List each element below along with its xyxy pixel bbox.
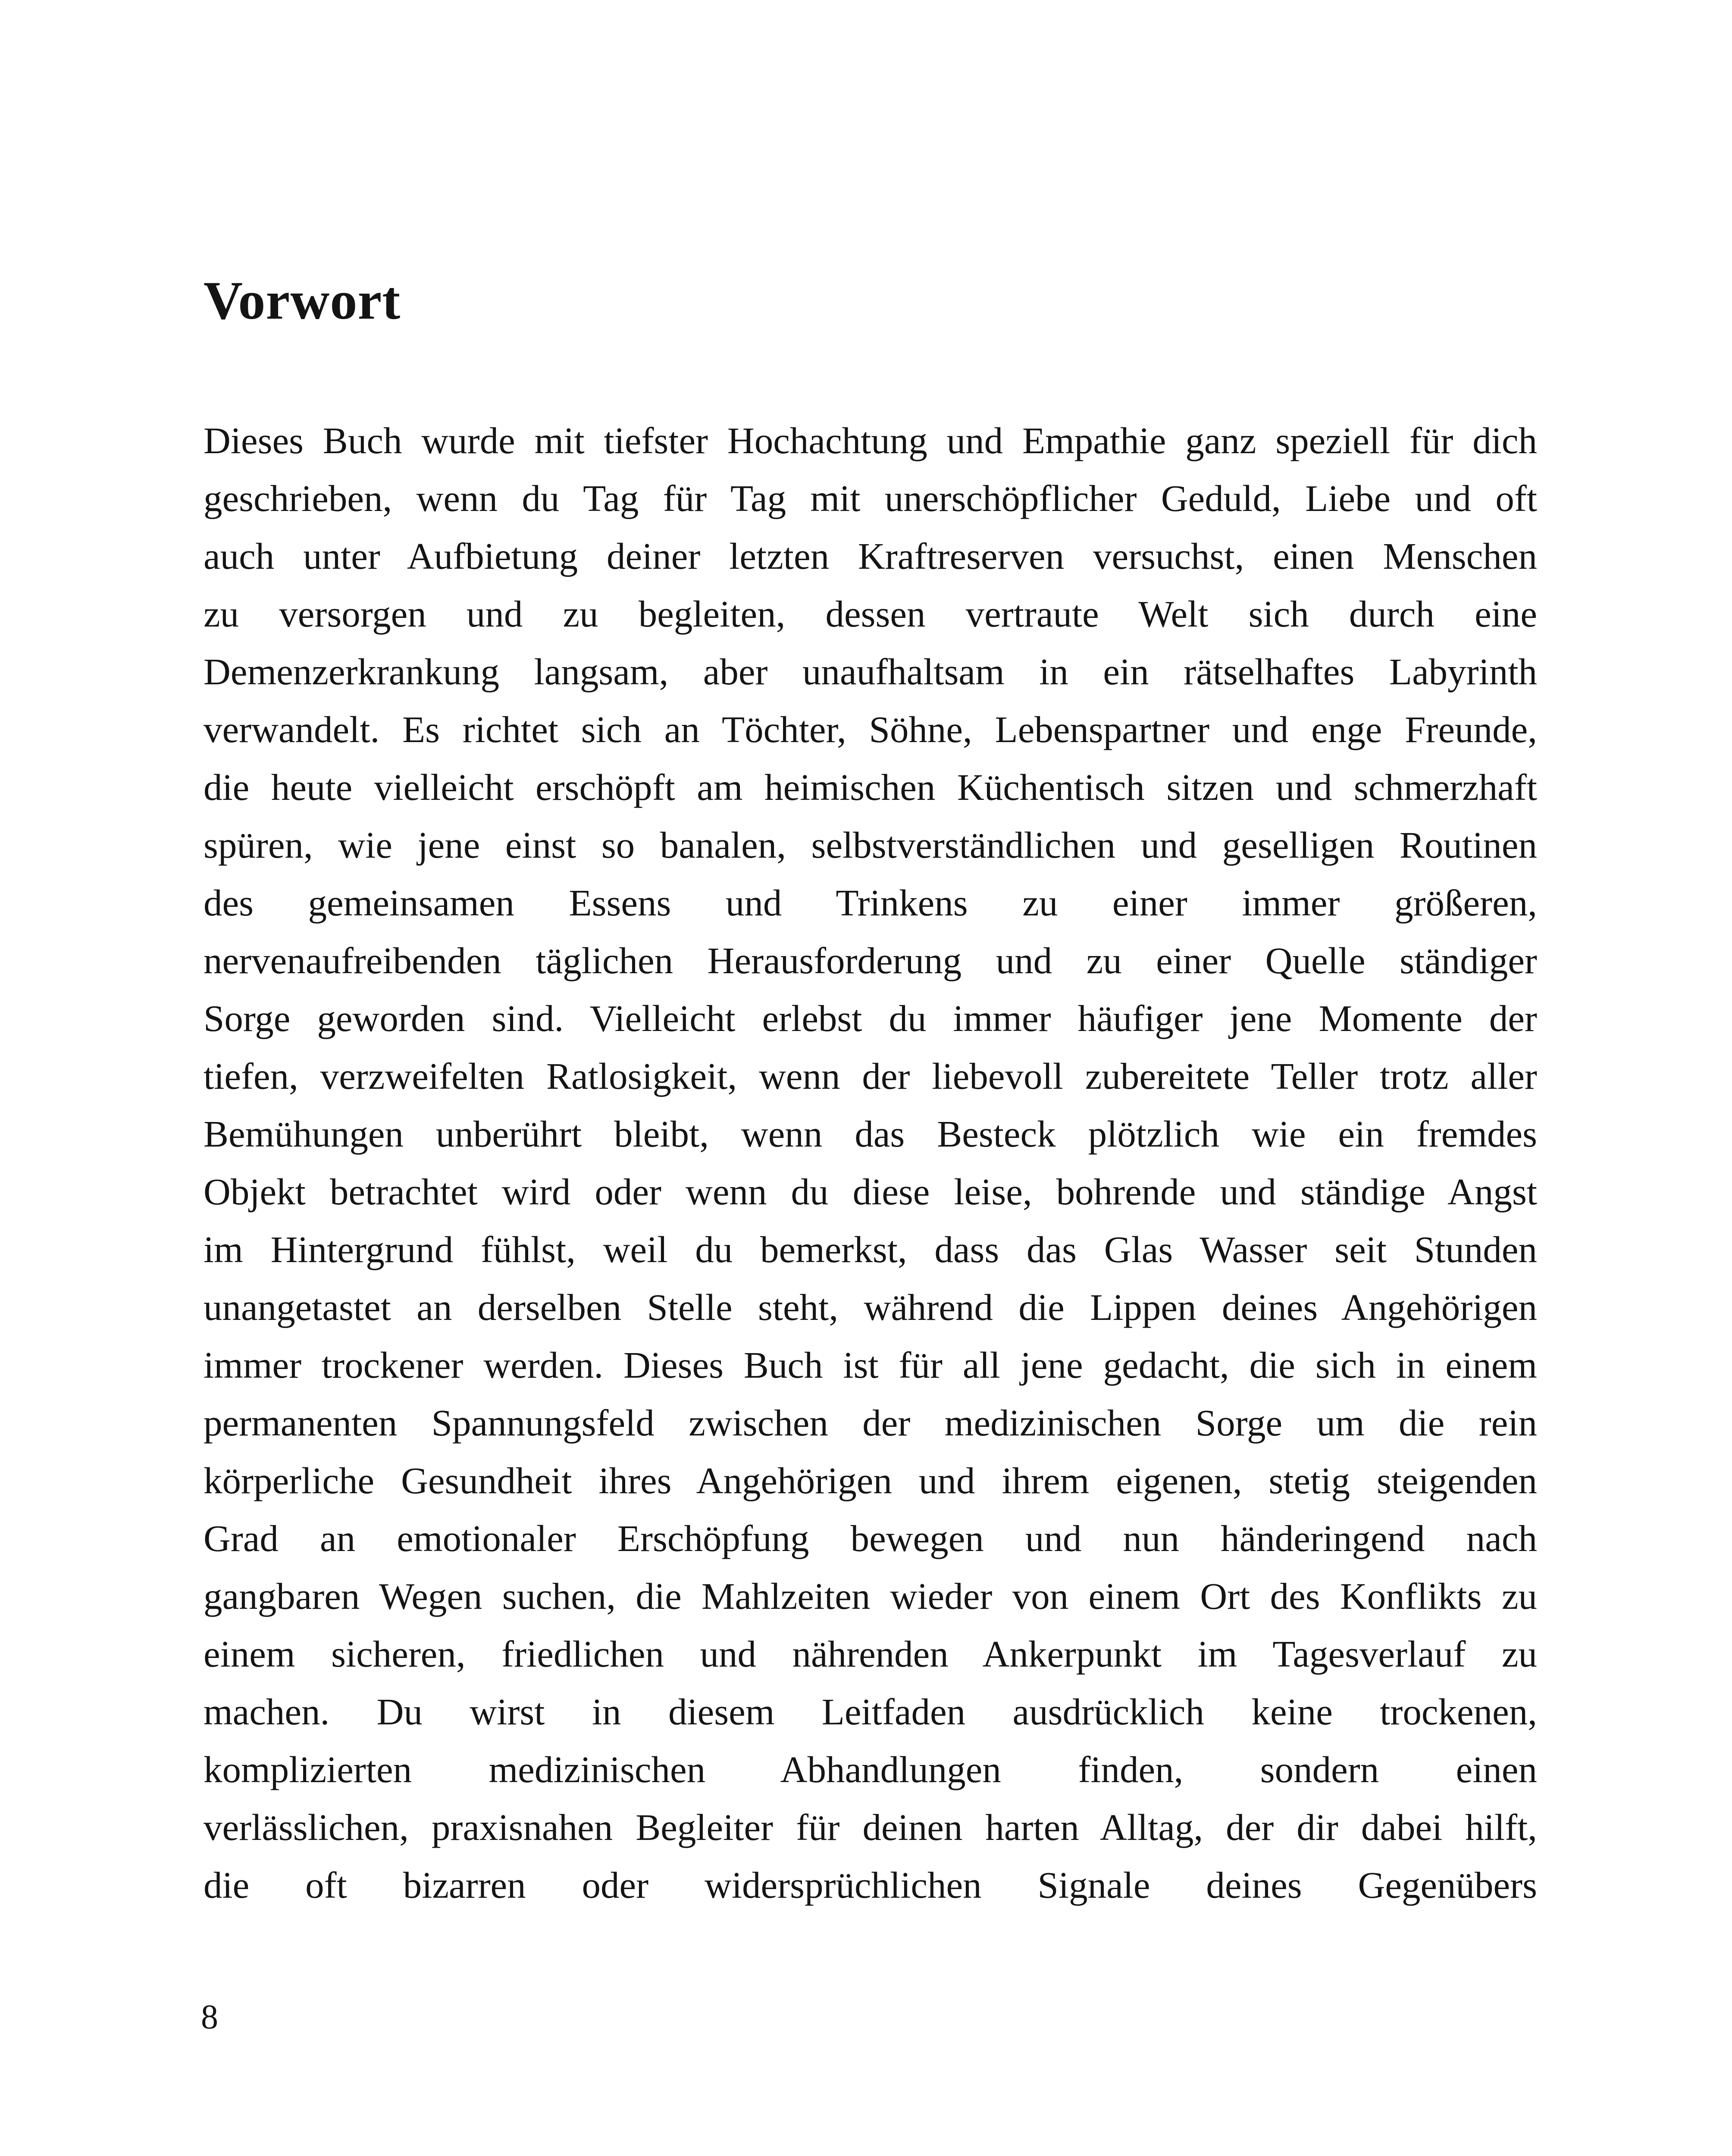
text-line: Demenzerkrankung langsam, aber unaufhaltsam in ein rätselhaftes Labyrinth (204, 651, 1537, 693)
text-line: körperliche Gesundheit ihres Angehörigen und ihrem eigenen, stetig steigenden (204, 1460, 1537, 1501)
page-number: 8 (201, 1998, 218, 2036)
text-line: immer trockener werden. Dieses Buch ist für all jene gedacht, die sich in einem (204, 1344, 1537, 1386)
text-line: permanenten Spannungsfeld zwischen der medizinischen Sorge um die rein (204, 1402, 1537, 1444)
text-line: Dieses Buch wurde mit tiefster Hochachtung und Empathie ganz speziell für dich (204, 420, 1537, 461)
text-line: nervenaufreibenden täglichen Herausforderung und zu einer Quelle ständiger (204, 940, 1537, 981)
text-line: des gemeinsamen Essens und Trinkens zu einer immer größeren, (204, 882, 1537, 924)
text-line: einem sicheren, friedlichen und nährenden Ankerpunkt im Tagesverlauf zu (204, 1633, 1537, 1675)
text-line: Grad an emotionaler Erschöpfung bewegen und nun händeringend nach (204, 1517, 1537, 1559)
text-line: unangetastet an derselben Stelle steht, während die Lippen deines Angehörigen (204, 1286, 1537, 1328)
text-line: tiefen, verzweifelten Ratlosigkeit, wenn der liebevoll zubereitete Teller trotz aller (204, 1055, 1537, 1097)
text-line: Sorge geworden sind. Vielleicht erlebst du immer häufiger jene Momente der (204, 997, 1537, 1039)
text-line: machen. Du wirst in diesem Leitfaden ausdrücklich keine trockenen, (204, 1691, 1537, 1733)
text-line: verlässlichen, praxisnahen Begleiter für deinen harten Alltag, der dir dabei hilft, (204, 1806, 1537, 1848)
text-line: die oft bizarren oder widersprüchlichen Signale deines Gegenübers (204, 1864, 1537, 1906)
text-line: geschrieben, wenn du Tag für Tag mit unerschöpflicher Geduld, Liebe und oft (204, 477, 1537, 519)
text-line: spüren, wie jene einst so banalen, selbstverständlichen und geselligen Routinen (204, 824, 1537, 866)
chapter-heading: Vorwort (204, 271, 401, 331)
text-line: Bemühungen unberührt bleibt, wenn das Besteck plötzlich wie ein fremdes (204, 1113, 1537, 1155)
text-line: auch unter Aufbietung deiner letzten Kraftreserven versuchst, einen Menschen (204, 535, 1537, 577)
text-line: im Hintergrund fühlst, weil du bemerkst, dass das Glas Wasser seit Stunden (204, 1228, 1537, 1270)
text-line: Objekt betrachtet wird oder wenn du diese leise, bohrende und ständige Angst (204, 1171, 1537, 1213)
text-line: die heute vielleicht erschöpft am heimischen Küchentisch sitzen und schmerzhaft (204, 766, 1537, 808)
text-line: komplizierten medizinischen Abhandlungen finden, sondern einen (204, 1749, 1537, 1790)
body-text (204, 412, 1537, 1914)
text-line: gangbaren Wegen suchen, die Mahlzeiten wieder von einem Ort des Konflikts zu (204, 1575, 1537, 1617)
text-line: verwandelt. Es richtet sich an Töchter, Söhne, Lebenspartner und enge Freunde, (204, 708, 1537, 750)
text-line: zu versorgen und zu begleiten, dessen vertraute Welt sich durch eine (204, 593, 1537, 635)
